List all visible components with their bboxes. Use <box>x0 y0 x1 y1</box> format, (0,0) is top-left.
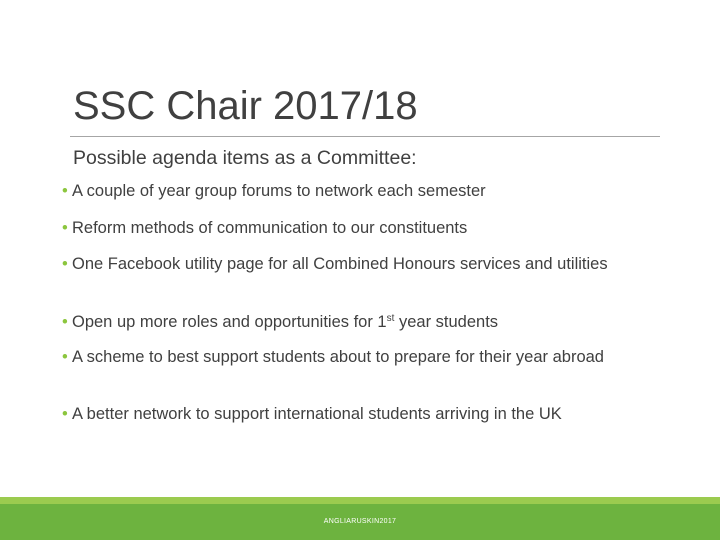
bullet-text: A scheme to best support students about to prepare for their year abroad <box>72 348 604 366</box>
bullet-text: A better network to support international students arriving in the UK <box>72 405 562 423</box>
bullet-icon: • <box>62 313 68 331</box>
bullet-superscript: st <box>386 313 395 324</box>
bullet-text: Reform methods of communication to our constituents <box>72 219 468 237</box>
slide-subtitle: Possible agenda items as a Committee: <box>73 147 417 169</box>
bullet-icon: • <box>62 219 68 237</box>
bullet-item <box>62 180 662 202</box>
bullet-icon: • <box>62 405 68 423</box>
bullet-item <box>62 217 662 239</box>
footer-text: ANGLIARUSKIN2017 <box>323 518 397 525</box>
bullet-text-post: year students <box>394 313 499 331</box>
slide-title: SSC Chair 2017/18 <box>73 84 418 128</box>
bullet-text-pre: Open up more roles and opportunities for 1 <box>72 313 387 331</box>
bullet-item <box>62 253 662 275</box>
bullet-item <box>62 311 662 333</box>
title-divider <box>70 136 660 137</box>
footer-accent-line <box>0 497 720 504</box>
bullet-icon: • <box>62 255 68 273</box>
bullet-item <box>62 403 662 425</box>
bullet-text: A couple of year group forums to network each semester <box>72 182 486 200</box>
bullet-text: One Facebook utility page for all Combined Honours services and utilities <box>72 255 608 273</box>
bullet-item <box>62 346 662 368</box>
bullet-icon: • <box>62 182 68 200</box>
bullet-icon: • <box>62 348 68 366</box>
bullet-text <box>62 311 662 333</box>
